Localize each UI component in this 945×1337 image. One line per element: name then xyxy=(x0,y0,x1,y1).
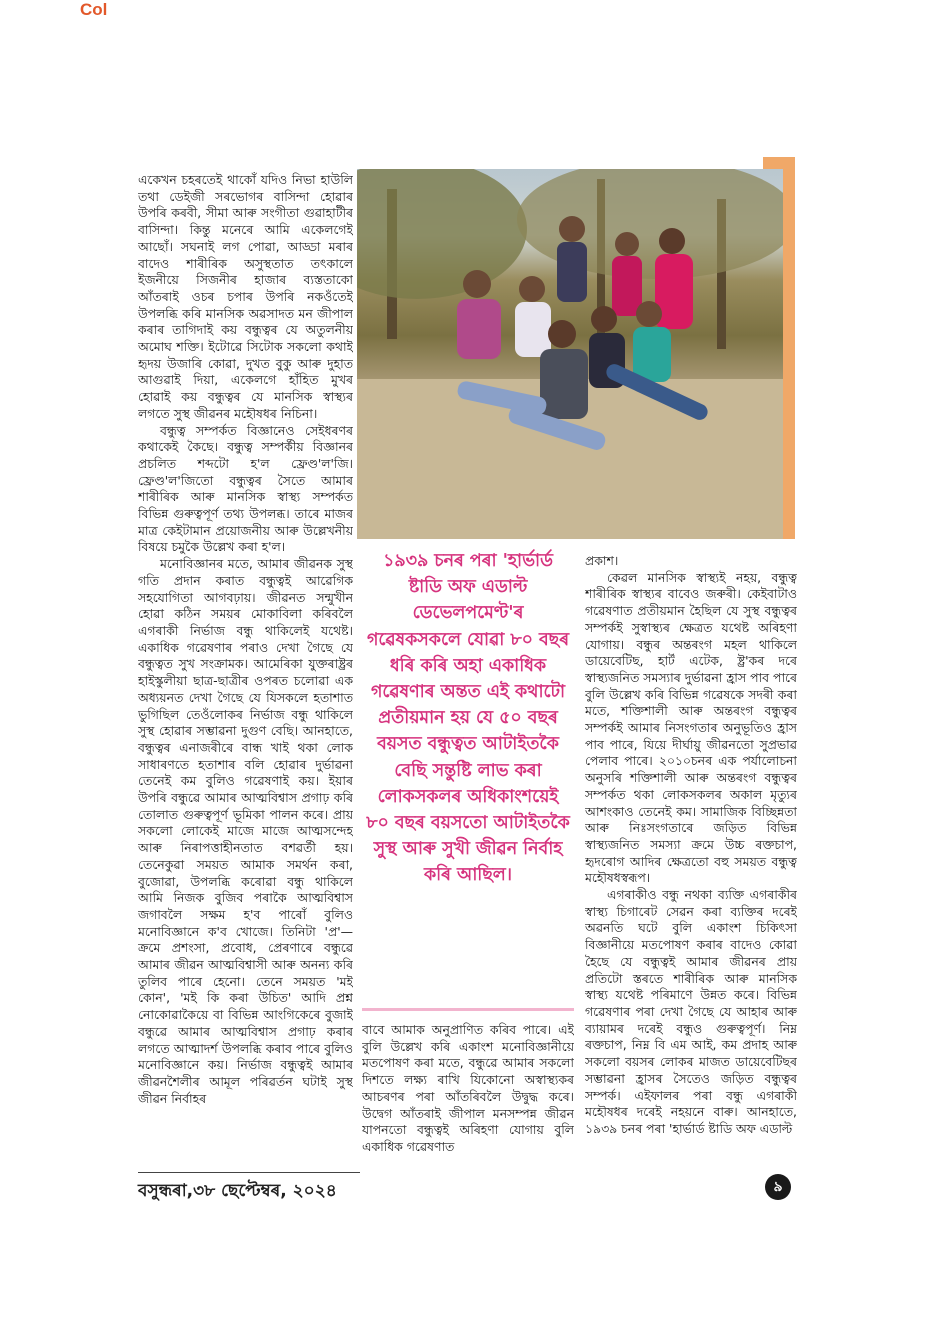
paragraph: বন্ধুত্ব সম্পৰ্কত বিজ্ঞানেও সেইধৰণৰ কথাকেই কৈছে। বন্ধুত্ব সম্পৰ্কীয় বিজ্ঞানৰ প্ৰচলিত শব্দটো হ'ল ফ্ৰেণ্ড'ল'জি। ফ্ৰেণ্ড'ল'জিতো বন্ধুত্বৰ সৈতে আমাৰ শাৰীৰিক আৰু মানসিক স্বাস্থ্য সম্পৰ্কত বিভিন্ন গুৰুত্বপূৰ্ণ তথ্য উপলব্ধ। তাৰে মাজৰ মাত্ৰ কেইটামান প্ৰয়োজনীয় আৰু উল্লেখনীয় বিষয়ে চমুকৈ উল্লেখ কৰা হ'ল। xyxy=(138,422,353,555)
group-photo xyxy=(357,169,783,539)
paragraph: একেখন চহৰতেই থাকোঁ যদিও নিভা হাউলি তথা ডেইজী সৰভোগৰ বাসিন্দা হোৱাৰ উপৰি কৰবী, সীমা আৰু সংগীতা গুৱাহাটীৰ বাসিন্দা। কিন্তু মনেৰে আমি একেলগেই আছোঁ। সঘনাই লগ পোৱা, আড্ডা মৰাৰ বাদেও শাৰীৰিক অসুস্থতাত তৎকালে ইজনীয়ে সিজনীৰ হাজাৰ ব্যস্ততাকো আঁতৰাই ওচৰ চপাৰ উপৰি নকওঁতেই উপলব্ধি কৰি মানসিক অৱসাদত মন জীপাল কৰাৰ তাগিদাই কয় বন্ধুত্বৰ যে অতুলনীয় অমোঘ শক্তি। ইটোৱে সিটোক সকলো কথাই হৃদয় উজাৰি কোৱা, দুখত বুকু আৰু দুহাত আগুৱাই দিয়া, একেলগে হাঁহিত মুখৰ হোৱাই কয় বন্ধুত্বৰ যে মানসিক স্বাস্থ্যৰ লগতে সুস্থ জীৱনৰ মহৌষধৰ নিচিনা। xyxy=(138,172,353,421)
page-number: ৯ xyxy=(765,1174,791,1200)
paragraph: প্ৰকাশ। xyxy=(585,553,619,568)
group-photo-illustration xyxy=(357,169,783,539)
article-column-middle xyxy=(362,1022,574,1180)
paragraph: কেৱল মানসিক স্বাস্থ্যই নহয়, বন্ধুত্ব শাৰীৰিক স্বাস্থ্যৰ বাবেও জৰুৰী। কেইবাটাও গৱেষণাত প্ৰতীয়মান হৈছিল যে সুস্থ বন্ধুত্বৰ সম্পৰ্কই সুস্বাস্থ্যৰ ক্ষেত্ৰত যথেষ্ট অৰিহণা যোগায়। বন্ধুৰ অন্তৰংগ মহল থাকিলে ডায়েবেটিছ, হাৰ্ট এটেক, ষ্ট্ৰ'কৰ দৰে স্বাস্থ্যজনিত সমস্যাৰ দুৰ্ভাৱনা হ্ৰাস পাব পাৰে বুলি উল্লেখ কৰি বিভিন্ন গৱেষকে সদৰী কৰা মতে, শক্তিশালী আৰু অন্তৰংগ বন্ধুত্বৰ সম্পৰ্কই আমাৰ নিসংগতাৰ অনুভূতিও হ্ৰাস পাব পাৰে, যিয়ে দীৰ্ঘায়ু জীৱনতো সুপ্ৰভাৱ পেলাব পাৰে। ২০১০চনৰ এক পৰ্যালোচনা অনুসৰি শক্তিশালী আৰু অন্তৰংগ বন্ধুত্বৰ সম্পৰ্কত থকা লোকসকলৰ অকাল মৃত্যুৰ আশংকাও তেনেই কম। সামাজিক বিচ্ছিন্নতা আৰু নিঃসংগতাৰে জড়িত বিভিন্ন স্বাস্থ্যজনিত সমস্যা ক্ৰমে উচ্চ ৰক্তচাপ, হৃদৰোগ আদিৰ ক্ষেত্ৰতো বহু সময়ত বন্ধুত্ব মহৌষধস্বৰূপ। xyxy=(585,569,797,886)
paragraph: বাবে আমাক অনুপ্ৰাণিত কৰিব পাৰে। এই বুলি উল্লেখ কৰি একাংশ মনোবিজ্ঞানীয়ে মতপোষণ কৰা মতে, বন্ধুৱে আমাৰ সকলো দিশতে লক্ষ্য ৰাখি যিকোনো অস্বাস্থ্যকৰ আচৰণৰ পৰা আঁতৰিবলৈ উদ্বুদ্ধ কৰে। উদ্বেগ আঁতৰাই জীপাল মনসম্পন্ন জীৱন যাপনতো বন্ধুত্বই অৰিহণা যোগায় বুলি একাধিক গৱেষণাত xyxy=(362,1022,574,1154)
pull-quote-box xyxy=(362,540,574,1011)
paragraph: মনোবিজ্ঞানৰ মতে, আমাৰ জীৱনক সুস্থ গতি প্ৰদান কৰাত বন্ধুত্বই আৱেগিক সহযোগিতা আগবঢ়ায়। জীৱনত সন্মুখীন হোৱা কঠিন সময়ৰ মোকাবিলা কৰিবলৈ এগৰাকী নিৰ্ভাজ বন্ধু থাকিলেই যথেষ্ট। একাধিক গৱেষণাৰ পৰাও দেখা গৈছে যে বন্ধুত্বত সুখ সংক্ৰামক। আমেৰিকা যুক্তৰাষ্ট্ৰৰ হাইস্কুলীয়া ছাত্ৰ-ছাত্ৰীৰ ওপৰত চলোৱা এক অধ্যয়নত দেখা গৈছে যে যিসকলে হতাশাত ভুগিছিল তেওঁলোকৰ নিৰ্ভাজ বন্ধু থাকিলে সুস্থ হোৱাৰ সম্ভাৱনা দুগুণ বেছি। আনহাতে, বন্ধুত্বৰ এনাজৰীৰে বান্ধ খাই থকা লোক সাধাৰণতে হতাশাৰ বলি হোৱাৰ দুৰ্ভাৱনা তেনেই কম বুলিও গৱেষণাই কয়। ইয়াৰ উপৰি বন্ধুৱে আমাৰ আত্মবিশ্বাস প্ৰগাঢ় কৰি তোলাত গুৰুত্বপূৰ্ণ ভূমিকা পালন কৰে। প্ৰায় সকলো লোকেই মাজে মাজে আত্মসন্দেহ আৰু নিৰাপত্তাহীনতাত বশৱৰ্তী হয়। তেনেকুৱা সময়ত আমাক সমৰ্থন কৰা, বুজোৱা, উপলব্ধি কৰোৱা বন্ধু থাকিলে আমি নিজক বুজিব পৰাকৈ আত্মবিশ্বাস জগাবলৈ সক্ষম হ'ব পাৰোঁ বুলিও মনোবিজ্ঞানে ক'ব খোজে। তিনিটা 'প্ৰ'—ক্ৰমে প্ৰশংসা, প্ৰবোধ, প্ৰেৰণাৰে বন্ধুৱে আমাৰ জীৱন আত্মবিশ্বাসী আৰু অনন্য কৰি তুলিব পাৰে হেনো। তেনে সময়ত 'মই কোন', 'মই কি কৰা উচিত' আদি প্ৰশ্ন নোকোৱাকৈয়ে বা বিভিন্ন আংগিকেৰে বুজাই বন্ধুৱে আমাৰ আত্মবিশ্বাস প্ৰগাঢ় কৰাৰ লগতে আত্মাদৰ্শ উপলব্ধি কৰাব পাৰে বুলিও মনোবিজ্ঞানে কয়। নিৰ্ভাজ বন্ধুত্বই আমাৰ জীৱনশৈলীৰ আমূল পৰিৱৰ্তন ঘটাই সুস্থ জীৱন নিৰ্বাহৰ xyxy=(138,556,353,1106)
article-column-right xyxy=(585,553,797,1180)
footer-rule xyxy=(138,1172,360,1173)
pull-quote: ১৯৩৯ চনৰ পৰা 'হাৰ্ভাৰ্ড ষ্টাডি অফ এডাল্ট ডেভেলপমেণ্ট'ৰ গৱেষকসকলে যোৱা ৮০ বছৰ ধৰি কৰি অহা একাধিক গৱেষণাৰ অন্তত এই কথাটো প্ৰতীয়মান হয় যে ৫০ বছৰ বয়সত বন্ধুত্বত আটাইতকৈ বেছি সন্তুষ্টি লাভ কৰা লোকসকলৰ অধিকাংশয়েই ৮০ বছৰ বয়সতো আটাইতকৈ সুস্থ আৰু সুখী জীৱন নিৰ্বাহ কৰি আছিল। xyxy=(366,551,570,886)
photo-frame xyxy=(357,157,795,539)
paragraph: এগৰাকীও বন্ধু নথকা ব্যক্তি এগৰাকীৰ স্বাস্থ্য চিগাৰেট সেৱন কৰা ব্যক্তিৰ দৰেই অৱনতি ঘটে বুলি একাংশ চিকিৎসা বিজ্ঞানীয়ে মতপোষণ কৰাৰ বাদেও কোৱা হৈছে যে বন্ধুত্বই আমাৰ জীৱনৰ প্ৰায় প্ৰতিটো স্তৰতে শাৰীৰিক আৰু মানসিক স্বাস্থ্য যথেষ্ট পৰিমাণে উন্নত কৰে। বিভিন্ন গৱেষণাৰ পৰা দেখা গৈছে যে আহাৰ আৰু ব্যায়ামৰ দৰেই বন্ধুও গুৰুত্বপূৰ্ণ। নিম্ন ৰক্তচাপ, নিম্ন বি এম আই, কম প্ৰদাহ আৰু সকলো বয়সৰ লোকৰ মাজত ডায়েবেটিছৰ সম্ভাৱনা হ্ৰাসৰ সৈতেও জড়িত বন্ধুত্বৰ সম্পৰ্ক। এইফালৰ পৰা বন্ধু এগৰাকী মহৌষধৰ দৰেই নহয়নে বাৰু। আনহাতে, ১৯৩৯ চনৰ পৰা 'হাৰ্ভাৰ্ড ষ্টাডি অফ এডাল্ট xyxy=(585,887,797,1136)
section-tag: Col xyxy=(80,0,108,19)
article-column-left xyxy=(138,172,353,1180)
publication-footer: বসুন্ধৰা,৩৮ ছেপ্টেম্বৰ, ২০২৪ xyxy=(138,1181,337,1201)
